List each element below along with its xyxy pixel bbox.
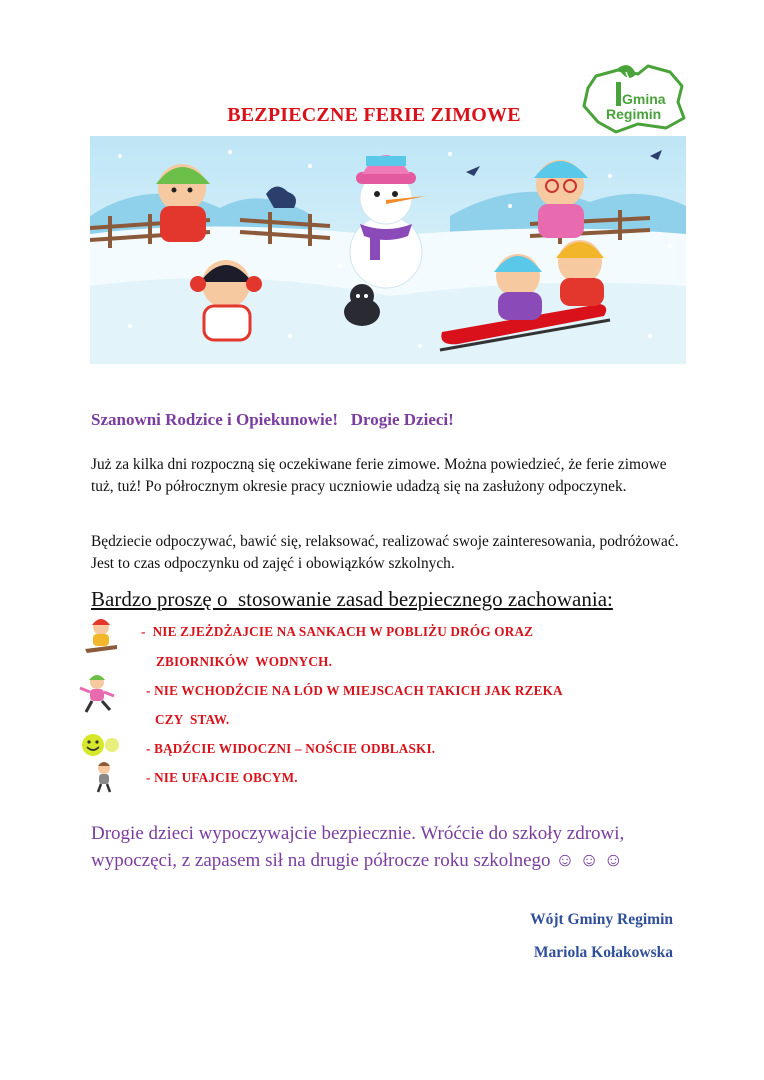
- closing-paragraph: Drogie dzieci wypoczywajcie bezpiecznie. Wróćcie do szkoły zdrowi, wypoczęci, z zapasem sił na drugie półrocze roku szkolnego ☺ ☺ ☺: [91, 823, 625, 871]
- winter-scene-illustration: [90, 136, 686, 364]
- logo-line-1: Gmina: [622, 91, 666, 107]
- signature-name: Mariola Kołakowska: [533, 944, 673, 961]
- rule-ice-line-2: CZY STAW.: [155, 712, 230, 727]
- reflector-smiley-icon: [80, 732, 122, 758]
- rule-strangers: - NIE UFAJCIE OBCYM.: [146, 770, 298, 785]
- rule-sledding-line-2: ZBIORNIKÓW WODNYCH.: [156, 654, 333, 669]
- sled-child-icon: [82, 615, 120, 657]
- page-title: BEZPIECZNE FERIE ZIMOWE: [227, 104, 521, 126]
- rule-ice-line-1: - NIE WCHODŹCIE NA LÓD W MIEJSCACH TAKICH JAK RZEKA: [146, 683, 563, 698]
- greeting: Szanowni Rodzice i Opiekunowie! Drogie Dzieci!: [91, 410, 454, 429]
- signature-role: Wójt Gminy Regimin: [530, 911, 673, 928]
- rule-sledding-line-1: - NIE ZJEŻDŻAJCIE NA SANKACH W POBLIŻU DRÓG ORAZ: [141, 624, 534, 639]
- rule-reflectors: - BĄDŹCIE WIDOCZNI – NOŚCIE ODBLASKI.: [146, 741, 436, 756]
- ice-skater-icon: [76, 672, 118, 716]
- child-stranger-icon: [88, 760, 120, 794]
- logo-line-2: Regimin: [606, 106, 662, 122]
- rules-heading: Bardzo proszę o stosowanie zasad bezpiecznego zachowania:: [91, 587, 613, 611]
- holiday-paragraph: Będziecie odpoczywać, bawić się, relaksować, realizować swoje zainteresowania, podróżować. Jest to czas odpoczynku od zajęć i obowiązków szkolnych.: [91, 533, 679, 572]
- intro-paragraph: Już za kilka dni rozpoczną się oczekiwane ferie zimowe. Można powiedzieć, że ferie zimowe tuż, tuż! Po półrocznym okresie pracy uczniowie udadzą się na zasłużony odpoczynek.: [91, 456, 667, 495]
